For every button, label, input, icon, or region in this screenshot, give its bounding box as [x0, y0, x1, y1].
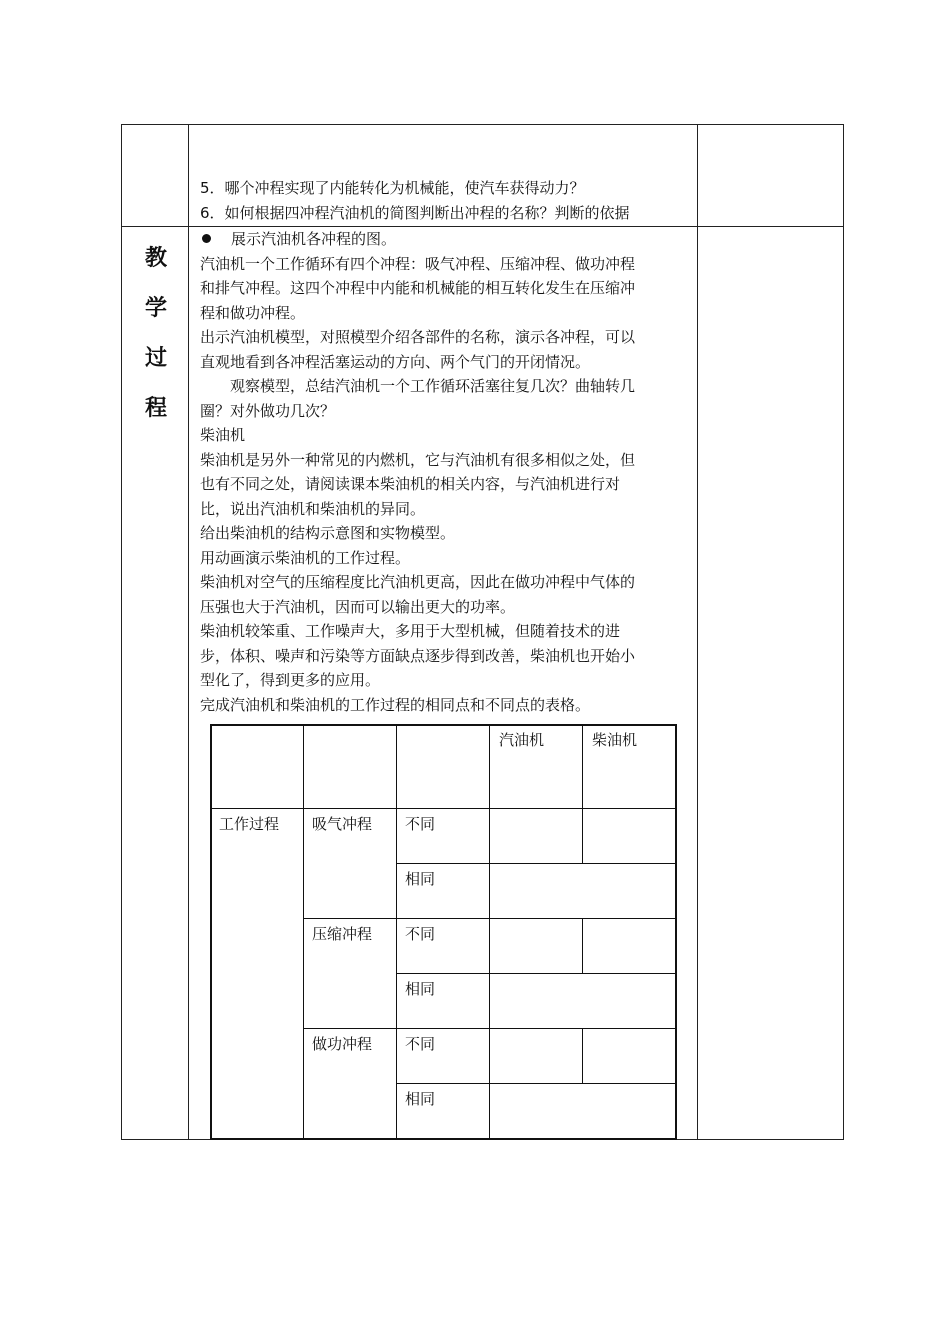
- paragraph-line: 柴油机: [200, 426, 246, 444]
- section-label-char: 教: [144, 245, 167, 271]
- table-row-line: [303, 918, 677, 919]
- paragraph-line: 柴油机是另外一种常见的内燃机，它与汽油机有很多相似之处，但: [200, 450, 636, 469]
- diff-label: 不同: [405, 925, 436, 943]
- paragraph-line: 出示汽油机模型，对照模型介绍各部件的名称，演示各冲程，可以: [200, 328, 636, 346]
- table-row-line: [210, 808, 677, 809]
- table-col-line: [582, 809, 583, 864]
- paragraph-line: 用动画演示柴油机的工作过程。: [200, 548, 411, 567]
- paragraph-line: 直观地看到各冲程活塞运动的方向、两个气门的开闭情况。: [200, 352, 591, 371]
- table-col-line: [582, 724, 583, 809]
- paragraph-line: 和排气冲程。这四个冲程中内能和机械能的相互转化发生在压缩冲: [200, 279, 636, 297]
- row-group-label: 工作过程: [219, 815, 280, 833]
- bullet-text: 展示汽油机各冲程的图。: [231, 230, 397, 248]
- paragraph-line: 也有不同之处，请阅读课本柴油机的相关内容，与汽油机进行对: [200, 475, 621, 493]
- paragraph-line: 完成汽油机和柴油机的工作过程的相同点和不同点的表格。: [200, 695, 591, 714]
- paragraph-line: 圈？对外做功几次？: [200, 401, 336, 420]
- comparison-table: [210, 724, 677, 1141]
- table-col-line: [396, 724, 397, 1140]
- same-label: 相同: [405, 870, 436, 888]
- content-block: [200, 227, 692, 717]
- table-border: [675, 724, 677, 1140]
- same-label: 相同: [405, 980, 436, 998]
- paragraph-line: 型化了，得到更多的应用。: [200, 671, 381, 689]
- table-border: [210, 724, 677, 726]
- table-col-line: [582, 919, 583, 974]
- paragraph-line: 观察模型，总结汽油机一个工作循环活塞往复几次？曲轴转几: [200, 377, 636, 395]
- paragraph-line: 柴油机对空气的压缩程度比汽油机更高，因此在做功冲程中气体的: [200, 573, 636, 591]
- diff-label: 不同: [405, 815, 436, 833]
- question-5: 5．哪个冲程实现了内能转化为机械能，使汽车获得动力？: [200, 179, 585, 197]
- table-border: [210, 724, 212, 1140]
- section-label-char: 学: [144, 295, 167, 321]
- bullet-icon: [202, 234, 211, 243]
- table-row-line: [396, 863, 677, 864]
- stroke-label-intake: 吸气冲程: [312, 815, 373, 833]
- table-col-line: [582, 1029, 583, 1084]
- header-diesel-engine: 柴油机: [592, 731, 638, 749]
- section-label-char: 程: [144, 395, 167, 421]
- question-6: 6．如何根据四冲程汽油机的简图判断出冲程的名称？判断的依据: [200, 204, 630, 222]
- paragraph-line: 程和做功冲程。: [200, 303, 306, 322]
- table-col-line: [489, 724, 490, 1140]
- same-label: 相同: [405, 1090, 436, 1108]
- bullet-item: [200, 227, 692, 252]
- table-row-line: [396, 1083, 677, 1084]
- diff-label: 不同: [405, 1035, 436, 1053]
- paragraph-line: 柴油机较笨重、工作噪声大，多用于大型机械，但随着技术的进: [200, 622, 621, 640]
- section-label-char: 过: [144, 345, 167, 371]
- paragraph-line: 步，体积、噪声和污染等方面缺点逐步得到改善，柴油机也开始小: [200, 646, 636, 665]
- paragraph-line: 给出柴油机的结构示意图和实物模型。: [200, 524, 456, 542]
- header-gasoline-engine: 汽油机: [499, 731, 545, 749]
- table-border: [210, 1138, 677, 1140]
- lesson-plan-table: [121, 124, 844, 1140]
- stroke-label-power: 做功冲程: [312, 1035, 373, 1053]
- paragraph-line: 汽油机一个工作循环有四个冲程：吸气冲程、压缩冲程、做功冲程: [200, 254, 636, 273]
- paragraph-line: 压强也大于汽油机，因而可以输出更大的功率。: [200, 597, 516, 616]
- column-divider: [188, 125, 189, 1139]
- column-divider: [697, 125, 698, 1139]
- table-row-line: [303, 1028, 677, 1029]
- stroke-label-compression: 压缩冲程: [312, 925, 373, 943]
- table-col-line: [303, 724, 304, 1140]
- paragraph-line: 比，说出汽油机和柴油机的异同。: [200, 499, 426, 518]
- table-row-line: [396, 973, 677, 974]
